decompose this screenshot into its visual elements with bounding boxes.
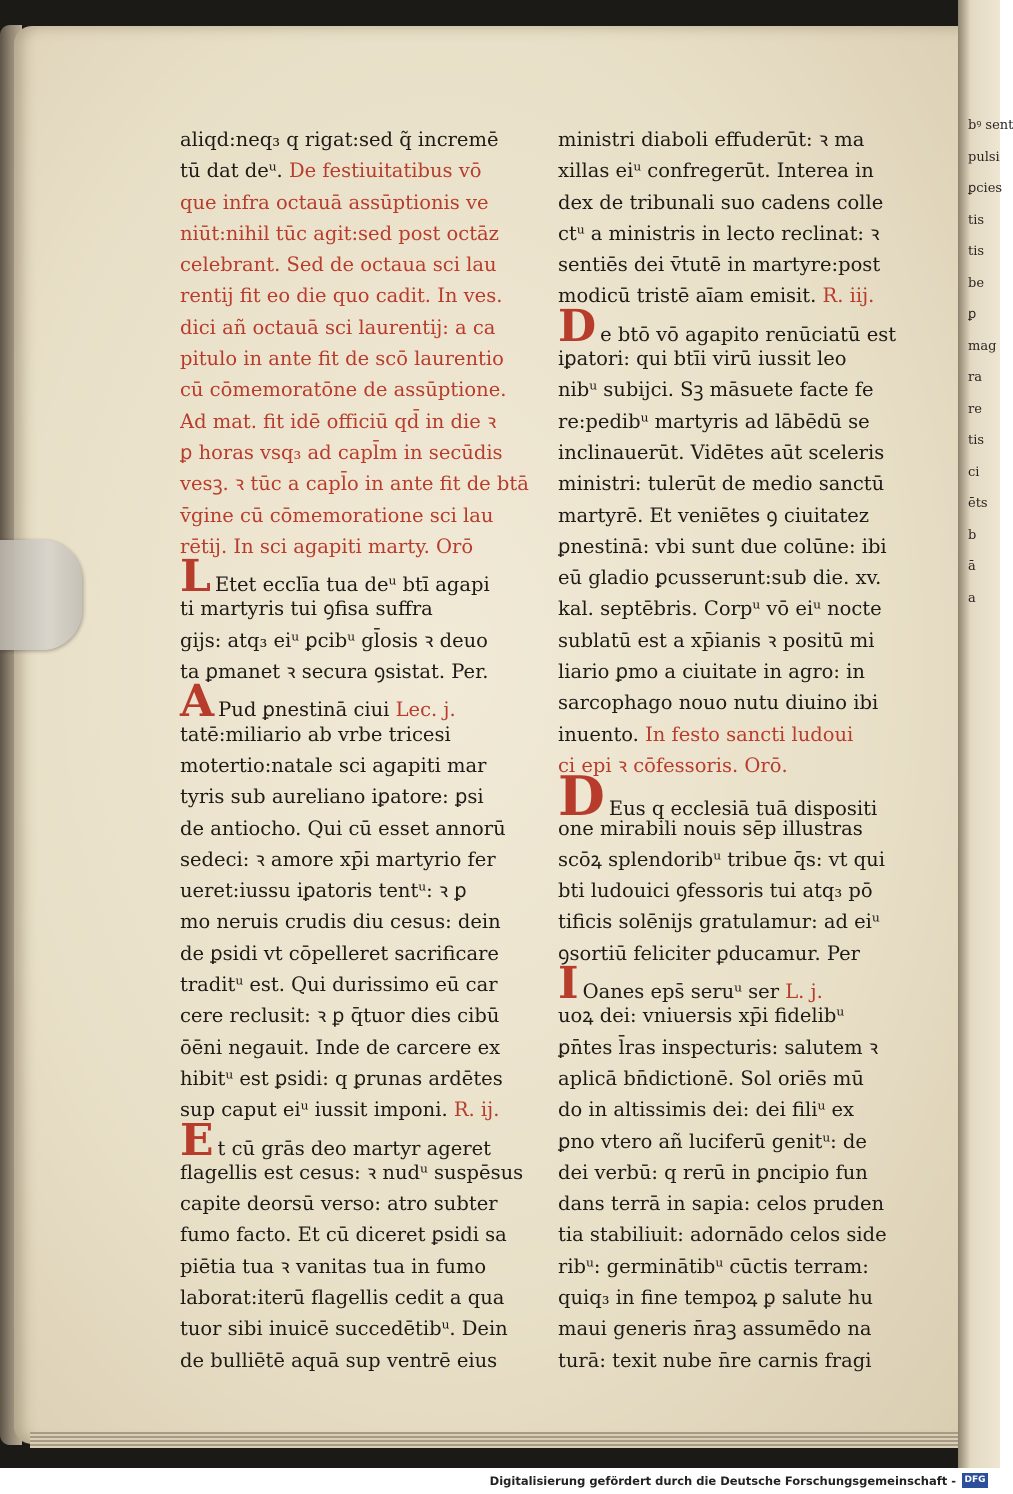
rubric-text: vesꝫ. ꝛ tūc a capl̄o in ante fit de btā (180, 472, 529, 496)
text-line (558, 656, 908, 687)
rubric-text: v̄gine cū cōmemoratione sci lau (180, 503, 494, 527)
text-line (558, 218, 908, 249)
body-text: ueret:iussu iꝑatoris tentᵘ: ꝛ ꝑ (180, 879, 467, 903)
page-clip (0, 540, 82, 650)
body-text: ꝑno vtero añ luciferū genitᵘ: de (558, 1129, 867, 1153)
body-text: tū dat deᵘ. (180, 159, 283, 183)
text-line (558, 687, 908, 718)
body-text: tuor sibi inuicē succedētibᵘ. Dein (180, 1317, 508, 1341)
facing-page-fragment: ēts (968, 496, 988, 511)
body-text: ta ꝑmanet ꝛ secura ꝯsistat. Per. (180, 660, 489, 684)
body-text: dex de tribunali suo cadens colle (558, 190, 884, 214)
rubric-text: niūt:nihil tūc agit:sed post octāz (180, 221, 499, 245)
body-text: do in altissimis dei: dei filiᵘ ex (558, 1098, 855, 1122)
body-text: tatē:miliario ab vrbe tricesi (180, 722, 451, 746)
body-text: Pud ꝑnestinā ciui (218, 698, 390, 722)
body-text: ꝯsortiū feliciter ꝑducamur. Per (558, 941, 860, 965)
rubric-text: que infra octauā assūptionis ve (180, 190, 489, 214)
body-text: ministri diaboli effuderūt: ꝛ ma (558, 128, 865, 151)
text-line (558, 1000, 908, 1031)
text-line (180, 1157, 545, 1188)
rubricated-initial: E (180, 1114, 214, 1166)
facing-page-fragment: ci (968, 464, 980, 480)
rubric-text: R. iij. (816, 284, 875, 308)
body-text: sublatū est a xp̄ianis ꝛ positū mi (558, 628, 875, 652)
text-line (180, 155, 545, 186)
text-line (180, 781, 545, 812)
text-line (180, 312, 545, 343)
rubricated-initial: L (180, 551, 211, 603)
text-line (180, 280, 545, 311)
facing-page-fragment: ā (968, 559, 976, 574)
body-text: capite deorsū verso: atro subter (180, 1192, 498, 1216)
text-line (180, 1188, 545, 1219)
body-text: inclinauerūt. Vidētes aūt sceleris (558, 440, 885, 464)
text-line (180, 1063, 545, 1094)
body-text: modicū tristē aīam emisit. (558, 284, 817, 308)
text-line (180, 343, 545, 374)
body-text: turā: texit nube n̄re carnis fragi (558, 1348, 872, 1372)
body-text: laborat:iterū flagellis cedit a qua (180, 1285, 505, 1309)
text-line (558, 300, 908, 352)
text-line (558, 562, 908, 593)
text-line (558, 280, 908, 311)
facing-page-fragment: tis (968, 433, 985, 448)
text-line (180, 218, 545, 249)
text-line (558, 343, 908, 374)
rubricated-initial: I (558, 958, 579, 1010)
body-text: tificis solēnijs gratulamur: ad eiᵘ (558, 910, 880, 934)
body-text: dans terrā in sapia: celos pruden (558, 1192, 885, 1216)
facing-page-fragment: tis (968, 212, 985, 228)
body-text: tyris sub aureliano iꝑatore: ꝑsi (180, 785, 484, 809)
body-text: dei verbū: q rerū in ꝑncipio fun (558, 1160, 868, 1184)
facing-page-fragment: bꝰ sent (968, 118, 1013, 133)
text-line (180, 531, 545, 562)
facing-page-fragment: a (968, 590, 976, 606)
body-text: scōꝝ splendoribᵘ tribue q̄s: vt qui (558, 847, 885, 871)
text-line (558, 625, 908, 656)
text-line (180, 1345, 545, 1376)
body-text: sedeci: ꝛ amore xp̄i martyrio fer (180, 847, 496, 871)
text-line (180, 593, 545, 624)
rubric-text: rētij. In sci agapiti marty. Orō (180, 534, 474, 558)
body-text: ōēni negauit. Inde de carcere ex (180, 1035, 501, 1059)
text-line (558, 1282, 908, 1313)
text-line (558, 437, 908, 468)
text-line (180, 1114, 545, 1166)
facing-page-fragment: pulsi (968, 149, 1000, 165)
body-text: sarcophago nouo nutu diuino ibi (558, 691, 879, 715)
text-line (558, 500, 908, 531)
text-line (180, 437, 545, 468)
text-line (558, 938, 908, 969)
body-text: ꝑn̄tes l̄ras inspecturis: salutem ꝛ (558, 1035, 879, 1059)
body-text: one mirabili nouis sēp illustras (558, 816, 863, 840)
rubric-text: R. ij. (447, 1098, 500, 1122)
text-line (180, 406, 545, 437)
rubric-text: cū cōmemoratōne de assūptione. (180, 378, 507, 402)
body-text: nibᵘ subijci. Sꝫ māsuete facte fe (558, 378, 874, 402)
text-line (558, 531, 908, 562)
text-line (180, 625, 545, 656)
text-line (180, 124, 545, 155)
page-edges-bottom (30, 1432, 965, 1448)
text-line (558, 1219, 908, 1250)
funding-credit: Digitalisierung gefördert durch die Deutsche Forschungsgemeinschaft - (489, 1474, 956, 1488)
text-line (558, 813, 908, 844)
body-text: liario ꝑmo a ciuitate in agro: in (558, 660, 865, 684)
body-text: tia stabiliuit: adornādo celos side (558, 1223, 887, 1247)
text-line (558, 249, 908, 280)
facing-page-fragment: ꝑ (968, 307, 977, 322)
text-line (558, 1251, 908, 1282)
text-line (180, 249, 545, 280)
facing-page-fragment: ra (968, 370, 982, 385)
facing-page-fragment: ꝑcies (968, 181, 1003, 196)
rubric-text: ꝑ horas vsq₃ ad capl̄m in secūdis (180, 440, 503, 464)
text-line (558, 374, 908, 405)
body-text: Etet ecclīa tua deᵘ btī agapi (214, 573, 490, 597)
body-text: motertio:natale sci agapiti mar (180, 753, 487, 777)
body-text: bti ludouici ꝯfessoris tui atq₃ pō (558, 879, 873, 903)
text-line (558, 124, 908, 155)
text-line (180, 187, 545, 218)
text-line (558, 1094, 908, 1125)
text-line (180, 938, 545, 969)
body-text: gijs: atq₃ eiᵘ ꝑcibᵘ gl̄osis ꝛ deuo (180, 628, 488, 652)
rubric-text: celebrant. Sed de octaua sci lau (180, 253, 497, 277)
body-text: aplicā bn̄dictionē. Sol oriēs mū (558, 1066, 864, 1090)
text-line (558, 155, 908, 186)
body-text: ribᵘ: germinātibᵘ cūctis terram: (558, 1254, 869, 1278)
facing-page-text (968, 110, 1013, 1150)
body-text: ti martyris tui ꝯfisa suffra (180, 597, 433, 621)
body-text: maui generis n̄raꝫ assumēdo na (558, 1317, 872, 1341)
facing-page-fragment: tis (968, 244, 985, 259)
text-line (180, 551, 545, 603)
body-text: piētia tua ꝛ vanitas tua in fumo (180, 1254, 487, 1278)
body-text: quiq₃ in fine tempoꝝ ꝑ salute hu (558, 1285, 873, 1309)
rubric-text: dici añ octauā sci laurentij: a ca (180, 315, 496, 339)
body-text: sup caput eiᵘ iussit imponi. (180, 1098, 448, 1122)
text-line (180, 1219, 545, 1250)
body-text: hibitᵘ est ꝑsidi: q ꝑrunas ardētes (180, 1066, 503, 1090)
body-text: de bulliētē aquā sup ventrē eius (180, 1348, 498, 1372)
rubric-text: De festiuitatibus vō (282, 159, 482, 183)
text-line (180, 1032, 545, 1063)
text-line (180, 656, 545, 687)
text-line (558, 593, 908, 624)
text-line (558, 906, 908, 937)
text-line (180, 719, 545, 750)
text-line (180, 969, 545, 1000)
body-text: traditᵘ est. Qui durissimo eū car (180, 973, 498, 997)
body-text: ꝑnestinā: vbi sunt due colūne: ibi (558, 534, 887, 558)
text-line (180, 676, 545, 728)
text-line (180, 750, 545, 781)
body-text: flagellis est cesus: ꝛ nudᵘ suspēsus (180, 1160, 524, 1184)
body-text: sentiēs dei v̄tutē in martyre:post (558, 253, 881, 277)
body-text: kal. septēbris. Corpᵘ vō eiᵘ nocte (558, 597, 882, 621)
body-text: iꝑatori: qui btīi virū iussit leo (558, 347, 847, 371)
text-line (558, 958, 908, 1010)
text-line (180, 813, 545, 844)
text-line (558, 1188, 908, 1219)
body-text: fumo facto. Et cū diceret ꝑsidi sa (180, 1223, 507, 1247)
text-line (180, 1000, 545, 1031)
facing-page-fragment: mag (968, 338, 997, 354)
rubricated-initial: A (180, 676, 215, 728)
text-line (180, 1251, 545, 1282)
rubricated-initial: D (558, 300, 597, 352)
text-line (558, 844, 908, 875)
text-line (180, 500, 545, 531)
text-line (558, 1032, 908, 1063)
text-line (558, 1157, 908, 1188)
text-line (558, 1313, 908, 1344)
body-text: de antiocho. Qui cū esset annorū (180, 816, 506, 840)
dfg-logo: DFG (962, 1473, 988, 1488)
rubricated-initial: D (558, 764, 605, 829)
text-line (558, 187, 908, 218)
footer-bar (0, 1468, 1000, 1494)
facing-page-fragment: b (968, 527, 977, 543)
body-text: re:pedibᵘ martyris ad lābēdū se (558, 409, 870, 433)
body-text: inuento. (558, 722, 639, 746)
text-line (558, 406, 908, 437)
text-line (180, 374, 545, 405)
body-text: cere reclusit: ꝛ ꝑ q̄tuor dies cibū (180, 1004, 500, 1028)
body-text: martyrē. Et veniētes ꝯ ciuitatez (558, 503, 870, 527)
body-text: Eus q ecclesiā tuā dispositi (608, 797, 878, 821)
body-text: Oanes eps̄ seruᵘ ser (582, 980, 780, 1004)
body-text: uoꝝ dei: vniuersis xp̄i fidelibᵘ (558, 1004, 845, 1028)
text-line (180, 875, 545, 906)
rubric-text: Ad mat. fit idē officiū qd̄ in die ꝛ (180, 409, 497, 433)
text-line (180, 906, 545, 937)
text-line (180, 1094, 545, 1125)
body-text: ministri: tulerūt de medio sanctū (558, 472, 885, 496)
rubric-text: In festo sancti ludoui (638, 722, 854, 746)
text-line (558, 1126, 908, 1157)
text-line (180, 1313, 545, 1344)
text-line (558, 468, 908, 499)
rubric-text: Lec. j. (389, 698, 456, 722)
text-line (558, 750, 908, 781)
body-text: ctᵘ a ministris in lecto reclinat: ꝛ (558, 221, 880, 245)
body-text: eū gladio ꝑcusserunt:sub die. xv. (558, 566, 882, 590)
text-line (558, 1063, 908, 1094)
body-text: t cū grās deo martyr ageret (217, 1136, 492, 1160)
body-text: mo neruis crudis diu cesus: dein (180, 910, 501, 934)
text-line (558, 875, 908, 906)
rubric-text: L. j. (779, 980, 823, 1004)
facing-page-fragment: be (968, 275, 985, 291)
body-text: xillas eiᵘ confregerūt. Interea in (558, 159, 874, 183)
rubric-text: pitulo in ante fit de scō laurentio (180, 347, 504, 371)
text-column-left (180, 124, 545, 1376)
body-text: aliqd:neq₃ q rigat:sed q̃ incremē (180, 128, 499, 151)
facing-page-fragment: re (968, 401, 982, 417)
text-column-right (558, 124, 908, 1376)
text-line (180, 844, 545, 875)
body-text: de ꝑsidi vt cōpelleret sacrificare (180, 941, 499, 965)
body-text: e btō vō agapito renūciatū est (600, 322, 897, 346)
text-line (180, 468, 545, 499)
rubric-text: rentij fit eo die quo cadit. In ves. (180, 284, 503, 308)
text-line (558, 719, 908, 750)
text-line (558, 1345, 908, 1376)
rubric-text: ci epi ꝛ cōfessoris. Orō. (558, 753, 788, 777)
text-line (180, 1282, 545, 1313)
